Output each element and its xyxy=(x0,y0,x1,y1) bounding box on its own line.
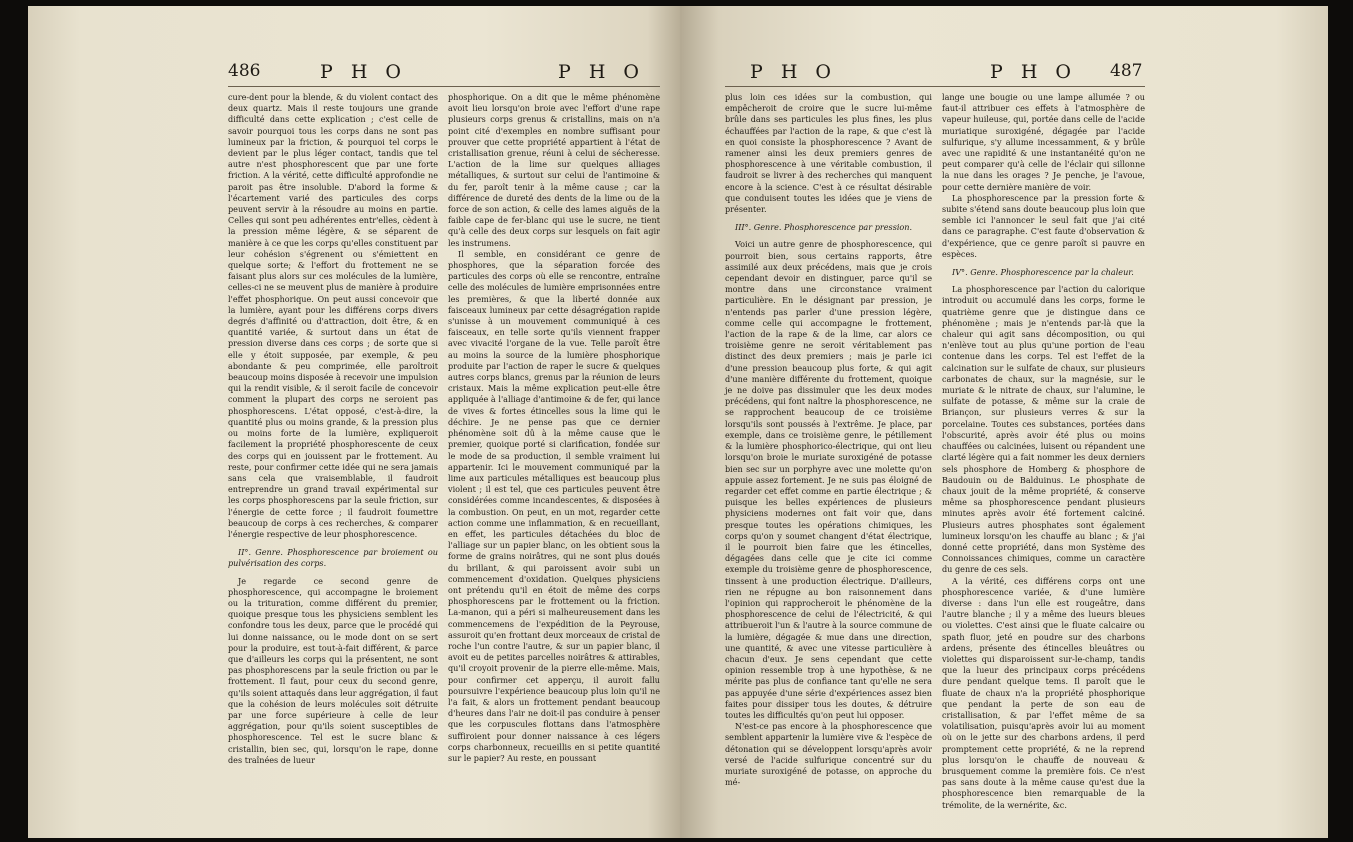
left-page xyxy=(28,6,680,838)
left-headword-1: P H O xyxy=(320,61,408,83)
right-page xyxy=(680,6,1328,838)
left-header-rule xyxy=(228,86,660,87)
left-column-2 xyxy=(448,92,660,764)
right-header-rule xyxy=(725,86,1145,87)
section-heading: III°. Genre. Phosphorescence par pression. xyxy=(735,222,913,233)
left-page-number: 486 xyxy=(228,61,261,81)
paragraph: lange une bougie ou une lampe allumée ? ou faut-il attribuer ces effets à l'atmosphère de vapeur huileuse, qui, portée dans celle de l'acide muriatique suroxigéné, dégagée par l'acide sulfurique, s'y allume incessamment, & y brûle avec une rapidité & une instantanéité qu'on ne peut comparer qu'à celle de l'éclair qui sillonne la nue dans les orages ? Je penche, je l'avoue, pour cette dernière manière de voir. xyxy=(942,92,1145,192)
paragraph: La phosphorescence par la pression forte & subite s'étend sans doute beaucoup plus loin que semble ici l'annoncer le seul fait que j'ai cité dans ce paragraphe. C'est faute d'observation & d'expérience, que ce genre paroît si pauvre en espèces. xyxy=(942,192,1145,259)
right-column-2 xyxy=(942,92,1145,811)
right-column-1 xyxy=(725,92,932,788)
right-running-header xyxy=(680,61,1328,85)
paragraph: Je regarde ce second genre de phosphorescence, qui accompagne le broiement ou la trituration, comme différent du premier, quoique presque tous les physiciens semblent les confondre tous les deux, parce que le procédé qui lui donne naissance, ou le mode dont on se sert pour la produire, est tout-à-fait différent, & parce que d'ailleurs les corps qui la présentent, ne sont pas phosphorescens par la seule friction ou par le frottement. Il faut, pour ceux du second genre, qu'ils soient attaqués dans leur aggrégation, il faut que la cohésion de leurs molécules soit détruite par une force supérieure à celle de leur aggrégation, pour qu'ils soient susceptibles de phosphorescence. Tel est le sucre blanc & cristallin, bien sec, qui, lorsqu'on le rape, donne des traînées de lueur xyxy=(228,575,438,765)
paragraph: cure-dent pour la blende, & du violent contact des deux quartz. Mais il reste toujours une grande difficulté dans cette explication ; c'est celle de savoir pourquoi tous les corps dans ne sont pas lumineux par la friction, & pourquoi tel corps le devient par le plus léger contact, tandis que tel autre n'est phosphorescent que par une forte friction. A la vérité, cette difficulté approfondie ne paroit pas être insoluble. D'abord la forme & l'écartement varié des particules des corps peuvent servir à la résoudre au moins en partie. Celles qui sont peu adhérentes entr'elles, cèdent à la pression même légère, & se séparent de manière à ce que les corps qu'elles constituent par leur cohésion s'égrenent ou s'émiettent en quelque sorte; & l'effort du frottement ne se faisant plus alors sur ces molécules de la lumière, celles-ci ne se meuvent plus de manière à produire l'effet phosphorique. On peut aussi concevoir que la lumière, ayant pour les différens corps divers degrés d'affinité ou d'attraction, doit être, & en quantité variée, & surtout dans un état de pression diverse dans ces corps ; de sorte que si elle y étoit supposée, par exemple, & peu abondante & peu comprimée, elle paroîtroit beaucoup moins disposée à recevoir une impulsion qui la rendit visible, & il seroit facile de concevoir comment la plupart des corps ne seroient pas phosphorescens. L'état opposé, c'est-à-dire, la quantité plus ou moins grande, & la pression plus ou moins forte de la lumière, expliqueroit facilement la propriété phosphorescente de ceux des corps qui en jouissent par le frottement. Au reste, pour confirmer cette idée qui ne sera jamais sans cela que vraisemblable, il faudroit entreprendre un grand travail expérimental sur les corps phosphorescens par la seule friction, sur l'énergie de cette force ; il faudroit foumettre beaucoup de corps à ces recherches, & comparer l'énergie respective de leur phosphorescence. xyxy=(228,92,438,539)
paragraph: La phosphorescence par l'action du calorique introduit ou accumulé dans les corps, forme le quatrième genre que je distingue dans ce phénomène ; mais je n'entends par-là que la chaleur qui agit sans décomposition, ou qui n'enlève tout au plus qu'une portion de l'eau contenue dans les corps. Tel est l'effet de la calcination sur le sulfate de chaux, sur plusieurs carbonates de chaux, sur la magnésie, sur le muriate & le nitrate de chaux, sur l'alumine, le sulfate de potasse, & même sur la craie de Briançon, sur plusieurs verres & sur la porcelaine. Toutes ces substances, portées dans l'obscurité, après avoir été plus ou moins chauffées ou calcinées, luisent ou répandent une clarté légère qui a fait nommer les deux derniers sels phosphore de Homberg & phosphore de Baudouin ou de Balduinus. Le phosphate de chaux jouit de la même propriété, & conserve même sa phosphorescence pendant plusieurs minutes après avoir été fortement calciné. Plusieurs autres phosphates sont également lumineux lorsqu'on les chauffe au blanc ; & j'ai donné cette propriété, dans mon Système des Connoissances chimiques, comme un caractère du genre de ces sels. xyxy=(942,284,1145,575)
left-column-1 xyxy=(228,92,438,766)
paragraph: Il semble, en considérant ce genre de phosphores, que la séparation forcée des particules des corps où elle se rencontre, entraîne celle des molécules de lumière emprisonnées entre les premières, & que la liberté donnée aux faisceaux lumineux par cette désagrégation rapide s'unisse à un mouvement communiqué à ces faisceaux, en telle sorte qu'ils viennent frapper avec vivacité l'organe de la vue. Telle paroît être au moins la source de la lumière phosphorique produite par l'action de raper le sucre & quelques autres corps blancs, grenus par la réunion de leurs cristaux. Mais la même explication peut-elle être appliquée à l'alliage d'antimoine & de fer, qui lance de vives & fortes étincelles sous la lime qui le déchire. Je ne pense pas que ce dernier phénomène soit dû à la même cause que le premier, quoique porté si clarification, fondée sur le mode de sa production, il semble vraiment lui appartenir. Ici le mouvement communiqué par la lime aux particules métalliques est beaucoup plus violent ; il est tel, que ces particules peuvent être considérées comme incandescentes, & disposées à la combustion. On peut, en un mot, regarder cette action comme une inflammation, & en recueillant, en effet, les particules détachées du bloc de l'alliage sur un papier blanc, on les obtient sous la forme de grains noirâtres, qui ne sont plus doués du brillant, & qui paroissent avoir subi un commencement d'oxidation. Quelques physiciens ont prétendu qu'il en étoit de même des corps phosphorescens par le frottement ou la friction. La-manon, qui a péri si malheureusement dans les commencemens de l'expédition de la Peyrouse, assuroit qu'en frottant deux morceaux de cristal de roche l'un contre l'autre, & sur un papier blanc, il avoit eu de petites parcelles noirâtres & attirables, qu'il croyoit provenir de la pierre elle-même. Mais, pour confirmer cet apperçu, il auroit fallu poursuivre l'expérience beaucoup plus loin qu'il ne l'a fait, & alors un frottement pendant beaucoup d'heures dans l'air ne doit-il pas conduire à penser que les corpuscules flottans dans l'atmosphère suffiroient pour donner naissance à ces légers corps charbonneux, recueillis en si petite quantité sur le papier? Au reste, en poussant xyxy=(448,248,660,763)
paragraph: A la vérité, ces différens corps ont une phosphorescence variée, & d'une lumière diverse : dans l'un elle est rougeâtre, dans l'autre blanche ; il y a même des lueurs bleues ou violettes. C'est ainsi que le fluate calcaire ou spath fluor, jeté en poudre sur des charbons ardens, présente des étincelles bleuâtres ou violettes qui disparoissent sur-le-champ, tandis que la lueur des principaux corps précédens dure pendant quelque tems. Il paroît que le fluate de chaux n'a la propriété phosphorique que pendant la perte de son eau de cristallisation, & par l'effet même de sa volatilisation, puisqu'après avoir lui au moment où on le jette sur des charbons ardens, il perd promptement cette propriété, & ne la reprend plus lorsqu'on le chauffe de nouveau & brusquement comme la première fois. Ce n'est pas sans doute à la même cause qu'est due la phosphorescence bien remarquable de la trémolite, de la wernérite, &c. xyxy=(942,575,1145,810)
paragraph: N'est-ce pas encore à la phosphorescence que semblent appartenir la lumière vive & l'espèce de détonation qui se développent lorsqu'après avoir versé de l'acide sulfurique concentré sur du muriate suroxigéné de potasse, on approche du mé- xyxy=(725,721,932,788)
open-book xyxy=(28,6,1328,838)
paragraph: plus loin ces idées sur la combustion, qui empêcheroit de croire que le sucre lui-même brûle dans ses particules les plus fines, les plus échauffées par l'action de la rape, & que c'est là en quoi consiste la phosphorescence ? Avant de ramener ainsi les deux premiers genres de phosphorescence à une véritable combustion, il faudroit se livrer à des recherches qui manquent encore à la science. C'est à ce résultat désirable que conduisent toutes les idées que je viens de présenter. xyxy=(725,92,932,215)
right-headword-2: P H O xyxy=(990,61,1078,83)
right-headword-1: P H O xyxy=(750,61,838,83)
left-headword-2: P H O xyxy=(558,61,646,83)
section-heading: IV°. Genre. Phosphorescence par la chaleur. xyxy=(952,267,1134,278)
paragraph: phosphorique. On a dit que le même phénomène avoit lieu lorsqu'on broie avec l'effort d'une rape plusieurs corps grenus & cristallins, mais on n'a point cité d'exemples en nombre suffisant pour prouver que cette propriété appartient à l'état de cristallisation grenue, réuni à celui de sécheresse. L'action de la lime sur quelques alliages métalliques, & surtout sur celui de l'antimoine & du fer, paroît tenir à la même cause ; car la différence de dureté des dents de la lime ou de la force de son action, & celle des lames aiguës de la faible cape de fer-blanc qui use le sucre, ne tient qu'à celle des deux corps sur lesquels on fait agir les instrumens. xyxy=(448,92,660,248)
section-heading: II°. Genre. Phosphorescence par broiement ou pulvérisation des corps. xyxy=(228,547,438,569)
left-running-header xyxy=(28,61,680,85)
paragraph: Voici un autre genre de phosphorescence, qui pourroit bien, sous certains rapports, être assimilé aux deux précédens, mais que je crois cependant devoir en distinguer, parce qu'il se montre dans une circonstance vraiment particulière. En le désignant par pression, je n'entends pas parler d'une pression légère, comme celle qui accompagne le frottement, l'action de la rape & de la lime, car alors ce troisième genre ne seroit véritablement pas distinct des deux premiers ; mais je parle ici d'une pression beaucoup plus forte, & qui agit d'une manière différente du frottement, quoique je ne doive pas dissimuler que les deux modes précédens, qui font naître la phosphorescence, ne se rapprochent beaucoup de ce troisième lorsqu'ils sont poussés à l'extrême. Je place, par exemple, dans ce troisième genre, le pétillement & la lumière phosphorico-électrique, qui ont lieu lorsqu'on broie le muriate suroxigéné de potasse bien sec sur un porphyre avec une molette qu'on appuie assez fortement. Je ne suis pas éloigné de regarder cet effet comme en partie électrique ; & puisque les belles expériences de plusieurs physiciens modernes ont fait voir que, dans presque toutes les opérations chimiques, les corps qu'on y soumet changent d'état électrique, il le pourroit bien faire que les étincelles, dégagées dans celle que je cite ici comme exemple du troisième genre de phosphorescence, tinssent à une production électrique. D'ailleurs, rien ne répugne au bon raisonnement dans l'opinion qui rapprocheroit le phénomène de la phosphorescence de celui de l'électricité, & qui attribueroit l'un & l'autre à la source commune de la lumière, dégagée & mue dans une direction, une quantité, & avec une vitesse particulière à chacun d'eux. Je sens cependant que cette opinion ressemble trop à une hypothèse, & ne mérite pas plus de confiance tant qu'elle ne sera pas appuyée d'une série d'expériences assez bien faites pour dissiper tous les doutes, & détruire toutes les difficultés qu'on peut lui opposer. xyxy=(725,239,932,720)
right-page-number: 487 xyxy=(1110,61,1143,81)
